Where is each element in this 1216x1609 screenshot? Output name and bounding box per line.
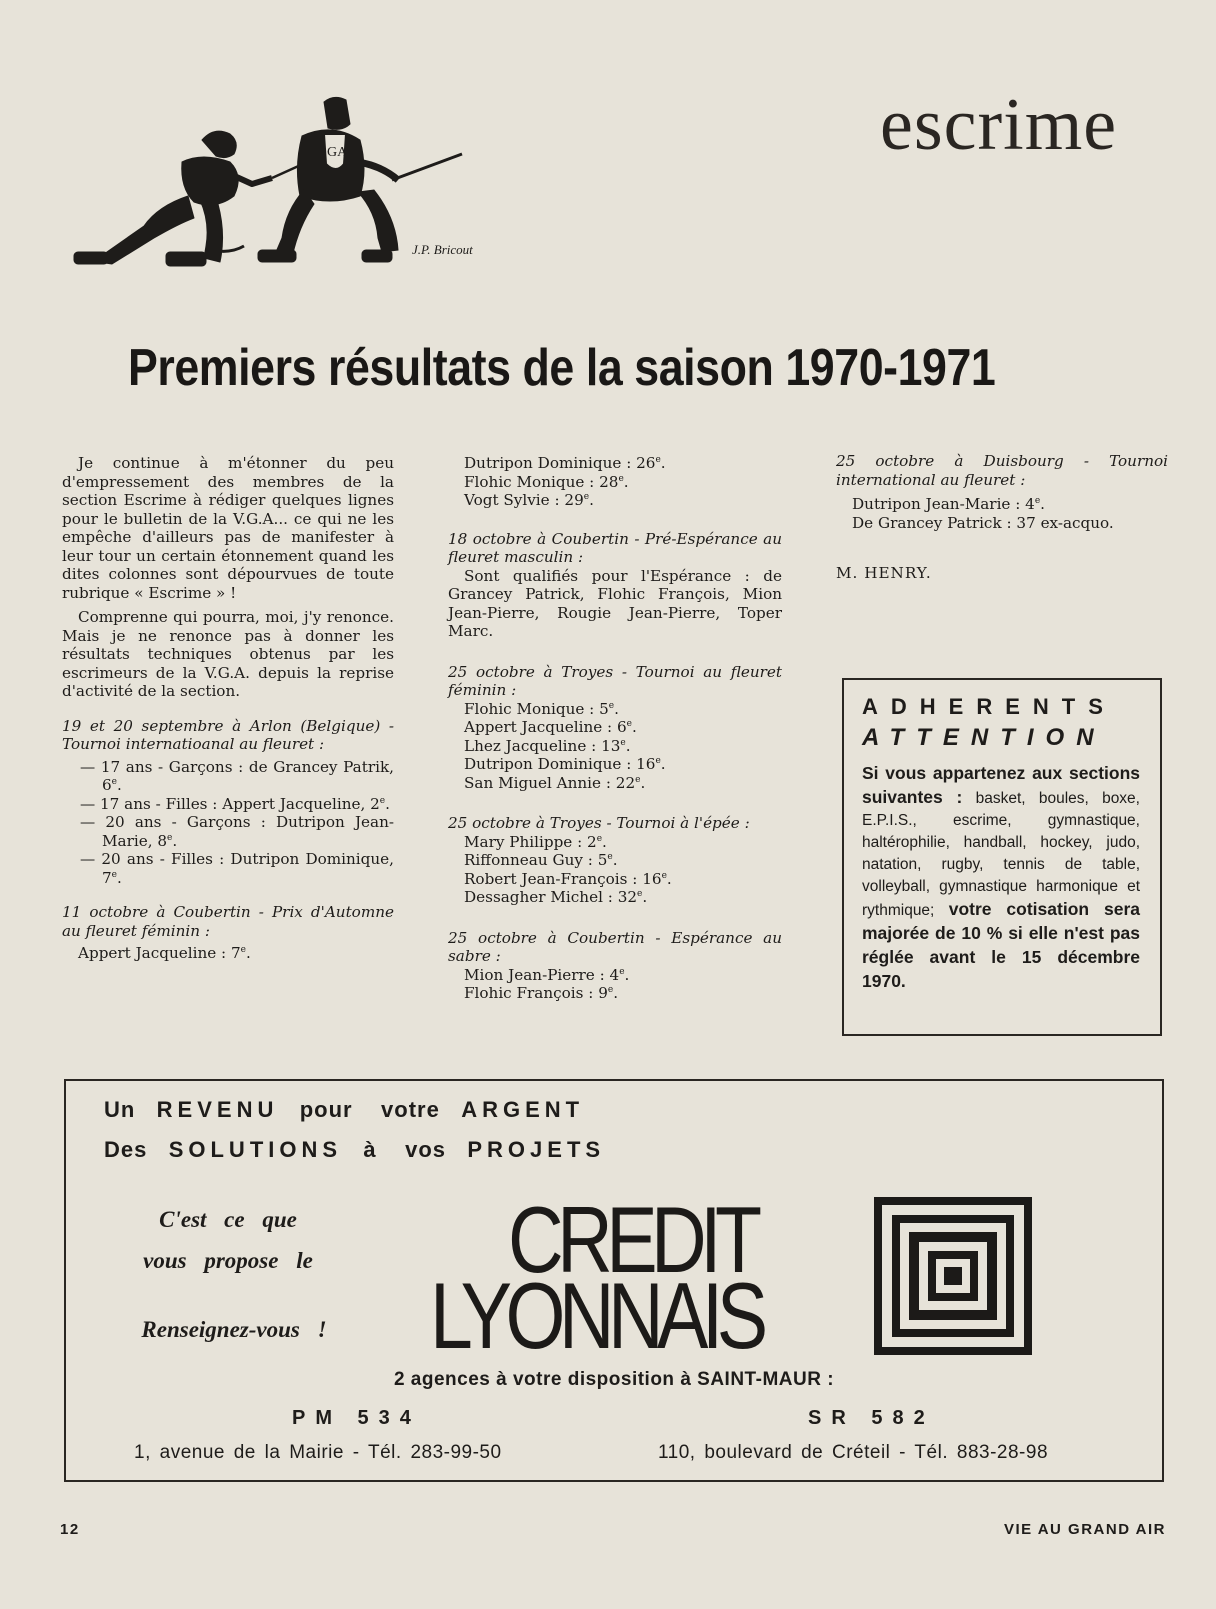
logo-credit: CREDIT <box>508 1187 756 1292</box>
result-item: San Miguel Annie : 22e. <box>464 773 646 792</box>
result-item: Robert Jean-François : 16e. <box>464 869 672 888</box>
right-fencer-drawing <box>258 97 398 262</box>
result-item: Mion Jean-Pierre : 4e. <box>464 965 630 984</box>
arlon-results <box>62 758 394 888</box>
troyes-fleuret-results <box>448 700 782 793</box>
adherents-bold-intro: Si vous appartenez aux sections suivantes : <box>862 763 1140 807</box>
arlon-heading: 19 et 20 septembre à Arlon (Belgique) - Tournoi internatioanal au fleuret : <box>62 716 394 753</box>
result-item: Lhez Jacqueline : 13e. <box>464 736 631 755</box>
logo-lyonnais: LYONNAIS <box>430 1263 762 1368</box>
result-item: Dutripon Jean-Marie : 4e. <box>852 495 1045 513</box>
column-3 <box>836 452 1168 583</box>
pre-esperance-text: Sont qualifiés pour l'Espérance : de Grancey Patrick, Flohic François, Mion Jean-Pierre, Rougie Jean-Pierre, Toper Marc. <box>448 566 782 640</box>
result-item: Appert Jacqueline : 6e. <box>464 718 637 736</box>
result-item: Flohic Monique : 5e. <box>464 699 619 718</box>
result-item: De Grancey Patrick : 37 ex-acquo. <box>852 513 1114 532</box>
fencing-illustration <box>62 92 482 282</box>
svg-text:GA: GA <box>327 145 348 160</box>
result-item: Appert Jacqueline : 7e. <box>78 944 251 962</box>
agence-address-1: 1, avenue de la Mairie - Tél. 283-99-50 <box>134 1442 502 1463</box>
ad-agences: 2 agences à votre disposition à SAINT-MAUR : <box>393 1369 835 1390</box>
adherents-body <box>862 762 1140 994</box>
troyes-epee-results <box>448 833 782 907</box>
intro-paragraph-2: Comprenne qui pourra, moi, j'y renonce. Mais je ne renonce pas à donner les résultats techniques obtenus par les escrimeurs de la V.G.A. depuis la reprise d'activité de la section. <box>62 608 394 700</box>
illustration-signature: J.P. Bricout <box>412 242 473 257</box>
cotisation-warning: votre cotisation sera majorée de 10 % si elle n'est pas réglée avant le 15 décembre 1970. <box>862 899 1140 991</box>
ad-slogan-line-2: vous propose le <box>143 1248 313 1273</box>
agence-code-1: PM 534 <box>292 1407 421 1429</box>
credit-lyonnais-logo-icon <box>874 1197 1032 1355</box>
agence-address-2: 110, boulevard de Créteil - Tél. 883-28-98 <box>658 1442 1049 1463</box>
result-item: — 20 ans - Garçons : Dutripon Jean-Marie, 8e. <box>80 813 394 850</box>
result-item: Riffonneau Guy : 5e. <box>464 851 618 869</box>
result-item: — 17 ans - Garçons : de Grancey Patrik, 6e. <box>80 757 394 794</box>
credit-lyonnais-ad <box>64 1079 1164 1482</box>
sections-list: basket, boules, boxe, E.P.I.S., escrime, gymnastique, haltérophilie, handball, hockey, judo, natation, rugby, tennis de table, volleyball, gymnastique harmonique et rythmique; <box>862 790 1140 919</box>
pre-esperance-heading: 18 octobre à Coubertin - Pré-Espérance au fleuret masculin : <box>448 529 782 566</box>
ad-tagline-2: Des SOLUTIONS à vos PROJETS <box>104 1137 606 1162</box>
right-blade <box>392 154 462 180</box>
column-1 <box>62 454 394 963</box>
ad-slogan-line-1: C'est ce que <box>159 1207 297 1232</box>
author-signature: M. HENRY. <box>836 564 932 582</box>
result-item: Vogt Sylvie : 29e. <box>464 491 594 509</box>
adherents-title: ADHERENTS <box>862 694 1116 719</box>
ad-tagline-1: Un REVENU pour votre ARGENT <box>104 1097 585 1122</box>
result-item: Dutripon Dominique : 16e. <box>464 755 666 773</box>
intro-paragraph-1: Je continue à m'étonner du peu d'empressement des membres de la section Escrime à rédiger quelques lignes pour le bulletin de la V.G.A... ce qui ne les empêche d'ailleurs pas de manifester à leur tour un certain étonnement quand les dites colonnes sont dépourvues de toute rubrique « Escrime » ! <box>62 454 394 602</box>
result-item: Flohic François : 9e. <box>464 984 619 1002</box>
result-item: — 20 ans - Filles : Dutripon Dominique, 7e. <box>80 850 394 887</box>
troyes-fleuret-heading: 25 octobre à Troyes - Tournoi au fleuret féminin : <box>448 662 782 699</box>
result-item: Dutripon Dominique : 26e. <box>464 454 666 472</box>
section-title: escrime <box>880 84 1118 166</box>
result-item: — 17 ans - Filles : Appert Jacqueline, 2e. <box>80 794 390 813</box>
result-item: Dessagher Michel : 32e. <box>464 888 648 906</box>
automne-heading: 11 octobre à Coubertin - Prix d'Automne au fleuret féminin : <box>62 903 394 940</box>
ad-call-to-action: Renseignez-vous ! <box>141 1317 327 1342</box>
headline: Premiers résultats de la saison 1970-1971 <box>128 339 996 397</box>
agence-code-2: SR 582 <box>808 1407 935 1429</box>
left-fencer-drawing <box>74 131 272 266</box>
page-number: 12 <box>60 1521 80 1538</box>
column-2 <box>448 454 782 1003</box>
result-item: Flohic Monique : 28e. <box>464 472 629 491</box>
duisbourg-heading: 25 octobre à Duisbourg - Tournoi international au fleuret : <box>836 452 1168 489</box>
troyes-epee-heading: 25 octobre à Troyes - Tournoi à l'épée : <box>448 814 750 832</box>
result-item: Mary Philippe : 2e. <box>464 832 607 851</box>
sabre-heading: 25 octobre à Coubertin - Espérance au sabre : <box>448 928 782 965</box>
attention-title: ATTENTION <box>862 724 1106 751</box>
adherents-notice <box>842 678 1162 1036</box>
magazine-name: VIE AU GRAND AIR <box>1003 1521 1166 1538</box>
